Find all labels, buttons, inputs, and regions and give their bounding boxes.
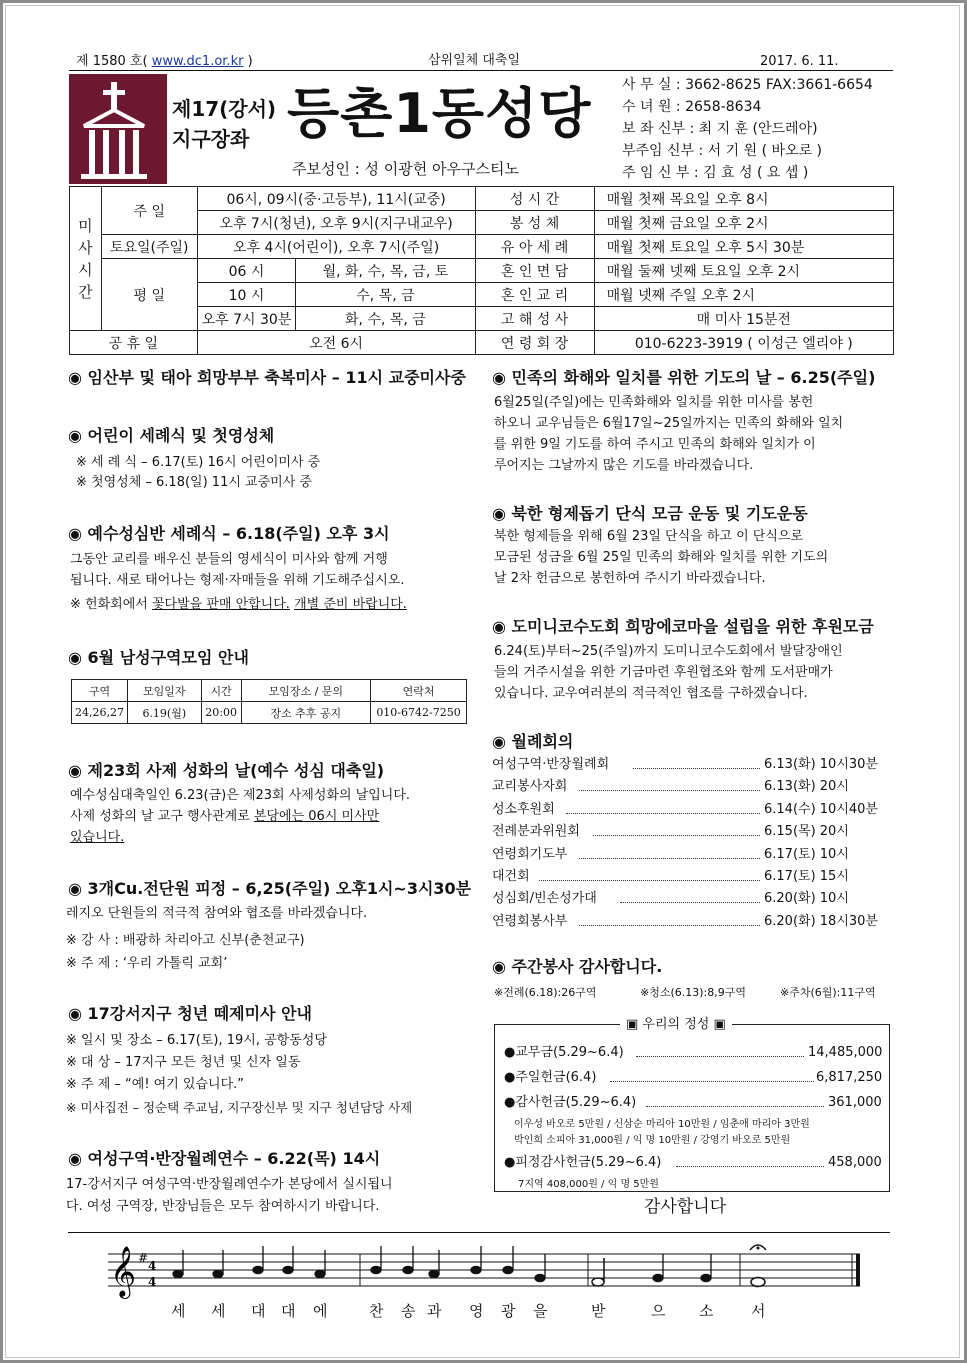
col-header: 모임일자: [127, 680, 201, 702]
meeting-time: 6.17(토) 10시: [764, 846, 849, 862]
nk-para-3: 날 2차 헌금으로 봉헌하여 주시기 바라겠습니다.: [494, 571, 766, 586]
section-title-blessing: ◉ 임산부 및 태아 희망부부 축복미사 – 11시 교중미사중: [68, 368, 466, 387]
assistant-priest: 보 좌 신부 : 최 지 훈 (안드레아): [622, 121, 818, 137]
dominican-para-1: 6.24(토)부터~25(주일)까지 도미니코수도회에서 발달장애인: [494, 644, 843, 659]
resident-priest: 부주임 신부 : 서 기 원 ( 바오로 ): [622, 143, 823, 159]
service-liturgy: ※전례(6.18):26구역: [494, 986, 597, 999]
reconciliation-para-4: 루어지는 그날까지 많은 기도를 바라겠습니다.: [494, 458, 754, 473]
priest-day-text: 사제 성화의 날 교구 행사관계로: [70, 809, 254, 824]
lyric-syllable: 소: [699, 1302, 714, 1320]
offering-tithe-value: 14,485,000: [808, 1045, 883, 1060]
section-title-sacred-heart-baptism: ◉ 예수성심반 세례식 – 6.18(주일) 오후 3시: [68, 524, 390, 543]
funeral-society-label: 연 령 회 장: [475, 331, 594, 355]
confession-value: 매 미사 15분전: [594, 307, 893, 331]
sunday-label: 주 일: [101, 187, 197, 235]
lyric-syllable: 으: [651, 1302, 666, 1320]
church-name: 등촌1동성당: [287, 82, 592, 145]
mass-times-side-label: [70, 187, 102, 331]
section-title-monthly-meetings: ◉ 월례회의: [492, 732, 574, 751]
dot-leader: [579, 925, 760, 926]
dot-leader: [539, 880, 761, 881]
meeting-name: 대건회: [492, 869, 530, 884]
col-header: 시간: [201, 680, 241, 702]
reconciliation-para-3: 를 위한 9일 기도를 하여 주시고 민족의 화해와 일치가 이: [494, 437, 816, 452]
saturday-label: 토요일(주일): [101, 235, 197, 259]
section-title-womens-training: ◉ 여성구역·반장월례연수 – 6.22(목) 14시: [68, 1149, 381, 1168]
offering-sunday-label: ●주일헌금(6.4): [504, 1070, 597, 1085]
side-char: 시: [78, 260, 93, 279]
section-title-dominican-fund: ◉ 도미니코수도회 희망에코마을 설립을 위한 후원모금: [492, 617, 874, 636]
dot-leader: [593, 835, 761, 836]
website-link[interactable]: www.dc1.or.kr: [151, 54, 244, 69]
dot-leader: [636, 1056, 804, 1057]
mass-schedule-table: [69, 186, 894, 355]
meeting-name: 연령회봉사부: [492, 913, 568, 929]
mens-meeting-table: [71, 679, 467, 724]
note-underlined-1: 꽃다발을 판매 안합니다.: [151, 597, 290, 612]
offering-retreat-donors: 7지역 408,000원 / 익 명 5만원: [518, 1179, 659, 1190]
legion-theme: ※ 주 제 : ‘우리 가톨릭 교회’: [66, 956, 228, 971]
priest-day-para-2: [70, 808, 379, 826]
meeting-time: 6.20(화) 18시30분: [764, 913, 878, 929]
dot-leader: [566, 813, 761, 814]
music-staff: [108, 1236, 868, 1300]
section-title-nk-fasting: ◉ 북한 형제돕기 단식 모금 운동 및 기도운동: [492, 504, 808, 523]
taize-line-4: ※ 미사집전 – 정순택 주교님, 지구장신부 및 지구 청년담당 사제: [66, 1100, 413, 1115]
infant-baptism-value: 매월 첫째 토요일 오후 5시 30분: [594, 235, 893, 259]
baptism-line-2: ※ 첫영성체 – 6.18(일) 11시 교중미사 중: [76, 475, 312, 490]
marriage-interview-label: 혼 인 면 담: [475, 259, 594, 283]
meeting-time: 6.14(수) 10시40분: [764, 801, 878, 817]
weekday-days-1: 월, 화, 수, 목, 금, 토: [296, 259, 475, 283]
col-header: 구역: [72, 680, 128, 702]
lyric-syllable: 서: [751, 1302, 766, 1320]
taize-line-2: ※ 대 상 – 17지구 모든 청년 및 신자 일동: [66, 1055, 301, 1070]
offering-retreat-value: 458,000: [828, 1155, 882, 1170]
meeting-name: 연령회기도부: [492, 846, 568, 862]
note-underlined-2: 개별 준비 바랍니다.: [294, 597, 407, 612]
offering-retreat-label: ●피정감사헌금(5.29~6.4): [504, 1155, 662, 1170]
offering-thanks-donors-2: 박인희 소피아 31,000원 / 익 명 10만원 / 강영기 바오로 5만원: [514, 1135, 791, 1146]
svg-text:𝄞: 𝄞: [110, 1246, 137, 1297]
meeting-time: 6.13(화) 10시30분: [764, 757, 878, 772]
dot-leader: [633, 768, 760, 769]
sacred-heart-note: [70, 596, 407, 614]
meeting-name: 교리봉사자회: [492, 779, 568, 795]
legion-para: 레지오 단원들의 적극적 참여와 협조를 바라겠습니다.: [66, 906, 368, 921]
holiday-label: 공 휴 일: [70, 331, 198, 355]
issue-number: [76, 53, 253, 71]
meeting-time: 6.20(화) 10시: [764, 891, 849, 907]
dot-leader: [620, 902, 761, 903]
offering-tithe-label: ●교무금(5.29~6.4): [504, 1045, 624, 1060]
svg-text:#: #: [138, 1251, 149, 1265]
side-char: 간: [78, 282, 93, 301]
pastor: 주 임 신 부 : 김 효 성 ( 요 셉 ): [622, 165, 809, 181]
priest-day-underlined: 본당에는 06시 미사만: [253, 809, 380, 824]
offering-sunday-value: 6,817,250: [816, 1070, 883, 1085]
district-label: 제17(강서): [172, 97, 277, 121]
nk-para-2: 모금된 성금을 6월 25일 민족의 화해와 일치를 위한 기도의: [494, 550, 829, 565]
side-char: 미: [78, 216, 93, 235]
issue-date: 2017. 6. 11.: [760, 54, 839, 69]
lyric-syllable: 에: [313, 1302, 328, 1320]
meeting-time: 6.13(화) 20시: [764, 779, 849, 795]
baptism-line-1: ※ 세 례 식 – 6.17(토) 16시 어린이미사 중: [76, 455, 321, 470]
offering-thanks-donors-1: 이우성 바오로 5만원 / 신삼순 마리아 10만원 / 임춘애 마리아 3만원: [514, 1119, 810, 1130]
section-title-baptism: ◉ 어린이 세례식 및 첫영성체: [68, 426, 275, 445]
offering-title: ▣ 우리의 정성 ▣: [620, 1016, 732, 1034]
table-cell: 장소 추후 공지: [241, 702, 370, 724]
section-title-legion-retreat: ◉ 3개Cu.전단원 피정 – 6,25(주일) 오후1시~3시30분: [68, 879, 472, 898]
footer-rule: [68, 1232, 890, 1233]
infant-baptism-label: 유 아 세 례: [475, 235, 594, 259]
marriage-class-value: 매월 넷째 주일 오후 2시: [594, 283, 893, 307]
side-char: 사: [78, 238, 93, 257]
priest-day-para-3: [70, 829, 124, 847]
communion-label: 봉 성 체: [475, 211, 594, 235]
meeting-time: 6.15(목) 20시: [764, 824, 849, 840]
marriage-class-label: 혼 인 교 리: [475, 283, 594, 307]
legion-lecturer: ※ 강 사 : 배광하 차리아고 신부(춘천교구): [66, 933, 305, 948]
table-cell: 20:00: [201, 702, 241, 724]
dominican-para-2: 들의 거주시설을 위한 기금마련 후원협조와 함께 도서판매가: [494, 665, 833, 680]
lyric-syllable: 광: [501, 1302, 516, 1320]
sunday-times-2: 오후 7시(청년), 오후 9시(지구내교우): [197, 211, 475, 235]
section-title-taize-mass: ◉ 17강서지구 청년 떼제미사 안내: [68, 1004, 312, 1023]
holy-hour-label: 성 시 간: [475, 187, 594, 211]
section-title-mens-meeting: ◉ 6월 남성구역모임 안내: [68, 648, 249, 667]
section-title-priest-day: ◉ 제23회 사제 성화의 날(예수 성심 대축일): [68, 761, 385, 780]
convent-phone: 수 녀 원 : 2658-8634: [622, 99, 762, 115]
confession-label: 고 해 성 사: [475, 307, 594, 331]
section-title-reconciliation-day: ◉ 민족의 화해와 일치를 위한 기도의 날 – 6.25(주일): [492, 368, 876, 387]
lyric-syllable: 세: [211, 1302, 226, 1320]
offering-thanks-value: 361,000: [828, 1095, 882, 1110]
holiday-times: 오전 6시: [197, 331, 475, 355]
issue-prefix: 제 1580 호(: [76, 54, 148, 69]
nk-para-1: 북한 형제들을 위해 6월 23일 단식을 하고 이 단식으로: [494, 529, 804, 544]
sacred-heart-para-1: 그동안 교리를 배우신 분들의 영세식이 미사와 함께 거행: [70, 552, 388, 567]
womens-para-1: 17-강서지구 여성구역·반장월례연수가 본당에서 실시됩니: [66, 1177, 393, 1192]
weekday-days-3: 화, 수, 목, 금: [296, 307, 475, 331]
meeting-name: 성소후원회: [492, 801, 555, 817]
lyric-syllable: 영: [469, 1302, 484, 1320]
offering-thanks-label: ●감사헌금(5.29~6.4): [504, 1095, 637, 1110]
meeting-time: 6.17(토) 15시: [764, 869, 849, 884]
church-building-icon: [69, 74, 167, 184]
weekday-time-3: 오후 7시 30분: [197, 307, 296, 331]
reconciliation-para-1: 6월25일(주일)에는 민족화해와 일치를 위한 미사를 봉헌: [494, 395, 814, 410]
col-header: 연락처: [371, 680, 467, 702]
lyric-syllable: 송: [401, 1302, 416, 1320]
sunday-times-1: 06시, 09시(중·고등부), 11시(교중): [197, 187, 475, 211]
weekday-time-1: 06 시: [197, 259, 296, 283]
thanks-message: 감사합니다: [638, 1198, 732, 1216]
note-prefix: ※ 헌화회에서: [70, 597, 152, 612]
dot-leader: [579, 790, 760, 791]
taize-line-1: ※ 일시 및 장소 – 6.17(토), 19시, 공항동성당: [66, 1033, 327, 1048]
dominican-para-3: 있습니다. 교우여러분의 적극적인 협조를 구하겠습니다.: [494, 686, 808, 701]
table-cell: 010-6742-7250: [371, 702, 467, 724]
meeting-name: 전례분과위원회: [492, 824, 580, 840]
office-phone: 사 무 실 : 3662-8625 FAX:3661-6654: [622, 77, 873, 93]
weekday-days-2: 수, 목, 금: [296, 283, 475, 307]
table-cell: 6.19(월): [127, 702, 201, 724]
section-title-weekly-service: ◉ 주간봉사 감사합니다.: [492, 957, 663, 976]
svg-text:4: 4: [148, 1259, 157, 1273]
meeting-name: 성심회/빈손성가대: [492, 891, 597, 907]
womens-para-2: 다. 여성 구역장, 반장님들은 모두 참여하시기 바랍니다.: [66, 1199, 380, 1214]
taize-line-3: ※ 주 제 – “예! 여기 있습니다.”: [66, 1077, 245, 1092]
service-parking: ※주차(6월):11구역: [780, 986, 876, 999]
lyric-syllable: 대: [281, 1302, 296, 1320]
reconciliation-para-2: 하오니 교우님들은 6월17일~25일까지는 민족의 화해와 일치: [494, 416, 844, 431]
marriage-interview-value: 매월 둘째 넷째 토요일 오후 2시: [594, 259, 893, 283]
dot-leader: [676, 1166, 824, 1167]
lyrics-line: [108, 1302, 868, 1326]
dot-leader: [610, 1081, 814, 1082]
lyric-syllable: 대: [251, 1302, 266, 1320]
funeral-society-value: 010-6223-3919 ( 이성근 엘리야 ): [594, 331, 893, 355]
lyric-syllable: 과: [427, 1302, 442, 1320]
svg-text:4: 4: [148, 1275, 157, 1289]
priest-day-para-1: 예수성심대축일인 6.23(금)은 제23회 사제성화의 날입니다.: [70, 788, 411, 803]
weekday-label: 평 일: [101, 259, 197, 331]
lyric-syllable: 을: [533, 1302, 548, 1320]
service-cleaning: ※청소(6.13):8,9구역: [640, 986, 746, 999]
feast-title: 삼위일체 대축일: [428, 53, 521, 68]
church-logo: [69, 74, 167, 184]
saturday-times: 오후 4시(어린이), 오후 7시(주일): [197, 235, 475, 259]
weekday-time-2: 10 시: [197, 283, 296, 307]
priest-day-underlined-2: 있습니다.: [70, 830, 125, 845]
communion-value: 매월 첫째 금요일 오후 2시: [594, 211, 893, 235]
lyric-syllable: 세: [171, 1302, 186, 1320]
sacred-heart-para-2: 됩니다. 새로 태어나는 형제·자매들을 위해 기도해주십시오.: [70, 573, 405, 588]
district-seat-label: 지구장좌: [172, 127, 250, 151]
dot-leader: [579, 858, 760, 859]
patron-saint: 주보성인 : 성 이광헌 아우구스티노: [292, 160, 519, 178]
dot-leader: [646, 1106, 824, 1107]
lyric-syllable: 찬: [369, 1302, 384, 1320]
issue-suffix: ): [247, 54, 253, 69]
header-rule: [69, 70, 893, 71]
table-cell: 24,26,27: [72, 702, 128, 724]
col-header: 모임장소 / 문의: [241, 680, 370, 702]
lyric-syllable: 받: [591, 1302, 606, 1320]
meeting-name: 여성구역·반장월례회: [492, 757, 610, 772]
holy-hour-value: 매월 첫째 목요일 오후 8시: [594, 187, 893, 211]
